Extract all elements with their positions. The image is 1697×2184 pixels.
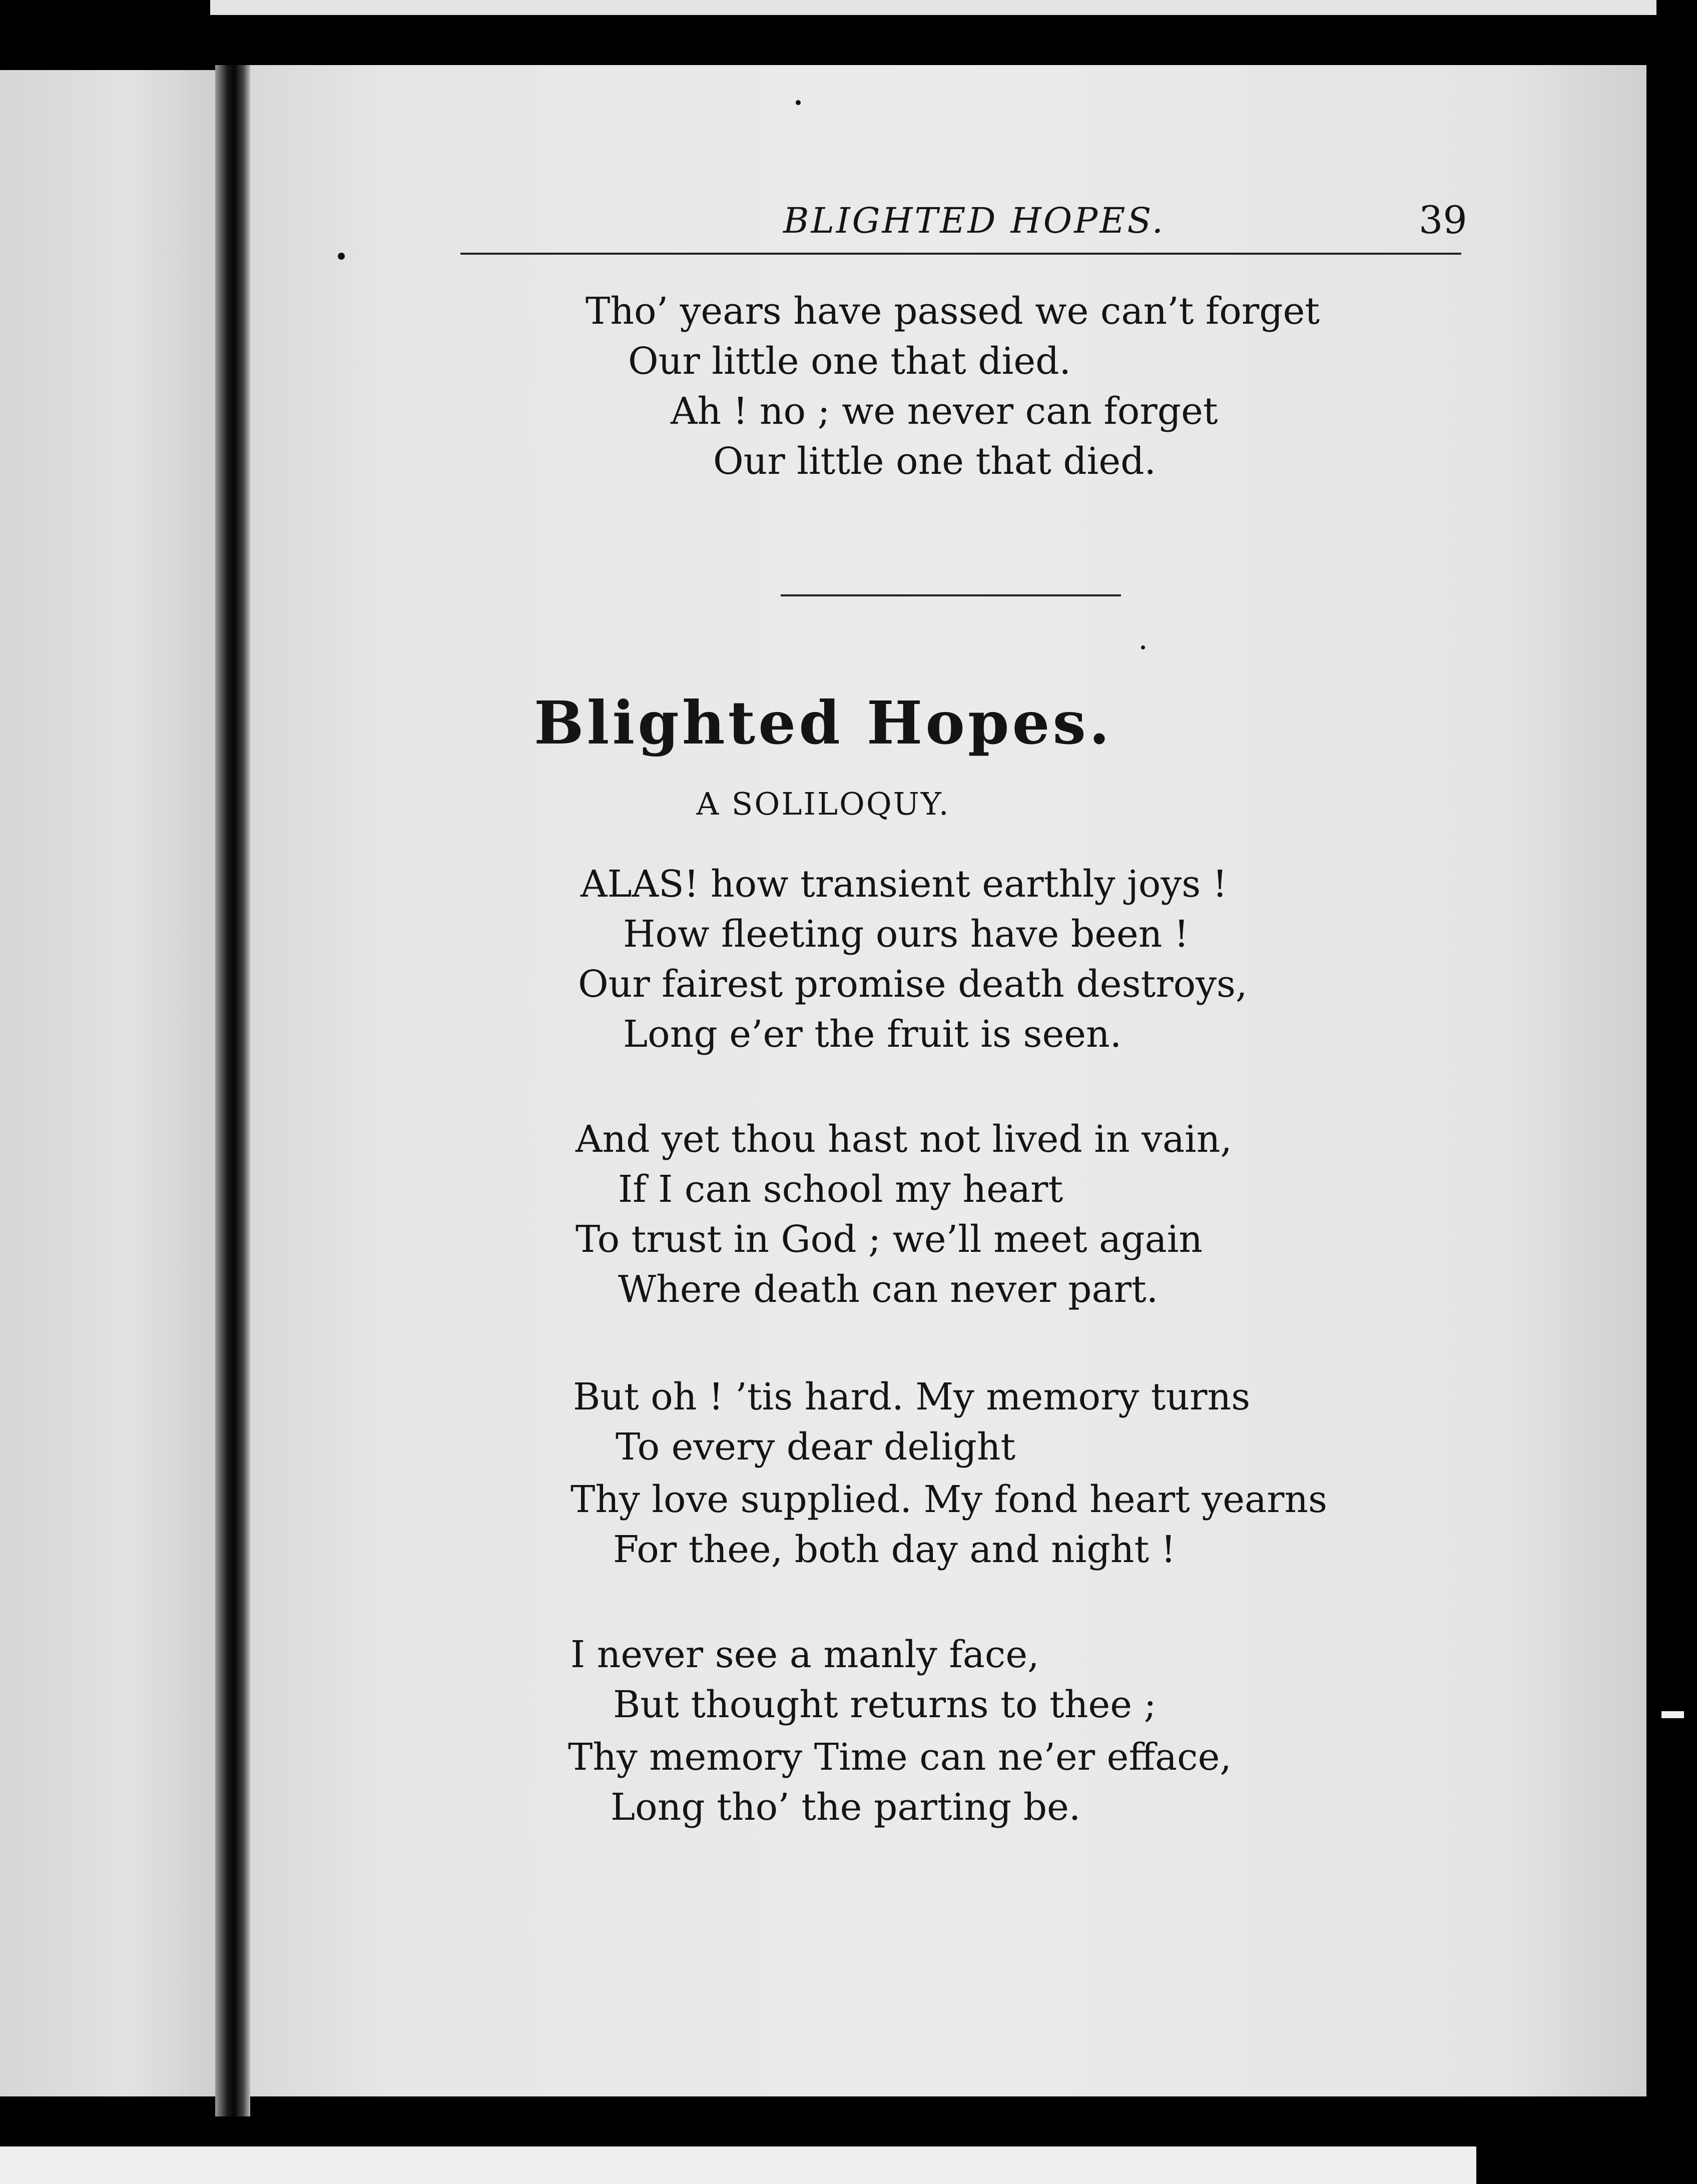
verse-line: Our fairest promise death destroys, [578, 963, 1248, 1006]
margin-mark [1661, 1711, 1684, 1718]
verse-line: And yet thou hast not lived in vain, [576, 1118, 1232, 1161]
verse-line [581, 863, 1228, 906]
running-title: BLIGHTED HOPES. [783, 200, 1166, 241]
ink-speck [1141, 645, 1145, 649]
ink-speck [338, 253, 345, 260]
verse-line: But oh ! ’tis hard. My memory turns [573, 1375, 1251, 1418]
next-page-edge [0, 2146, 1476, 2184]
ink-speck [796, 100, 801, 105]
verse-line: Thy memory Time can ne’er efface, [568, 1736, 1232, 1779]
verse-line: Ah ! no ; we never can forget [671, 390, 1218, 433]
verse-line: To every dear delight [616, 1425, 1016, 1469]
verse-line: Thy love supplied. My fond heart yearns [571, 1478, 1328, 1521]
header-rule [460, 253, 1461, 255]
verse-line: Long e’er the fruit is seen. [623, 1013, 1122, 1056]
verse-line: To trust in God ; we’ll meet again [576, 1218, 1203, 1261]
verse-line: How fleeting ours have been ! [623, 913, 1189, 956]
drop-lead-word: ALAS [581, 863, 684, 906]
page-number: 39 [1419, 198, 1467, 242]
book-gutter [215, 65, 250, 2116]
verse-line: Tho’ years have passed we can’t forget [586, 290, 1320, 333]
verse-line: Our little one that died. [628, 340, 1071, 383]
section-divider [781, 594, 1121, 596]
verse-line: Long tho’ the parting be. [611, 1786, 1081, 1829]
book-page [250, 65, 1646, 2096]
verse-line-rest: ! how transient earthly joys ! [684, 863, 1228, 906]
verse-line: But thought returns to thee ; [613, 1683, 1157, 1726]
verse-line: Where death can never part. [618, 1268, 1159, 1311]
poem-title: Blighted Hopes. [533, 688, 1113, 758]
verse-line: Our little one that died. [713, 440, 1157, 483]
verse-line: For thee, both day and night ! [613, 1528, 1176, 1571]
verse-line: I never see a manly face, [571, 1633, 1039, 1676]
previous-page-edge [210, 0, 1656, 15]
poem-subtitle: A SOLILOQUY. [696, 786, 950, 822]
verse-line: If I can school my heart [618, 1168, 1063, 1211]
left-facing-page [0, 70, 215, 2096]
